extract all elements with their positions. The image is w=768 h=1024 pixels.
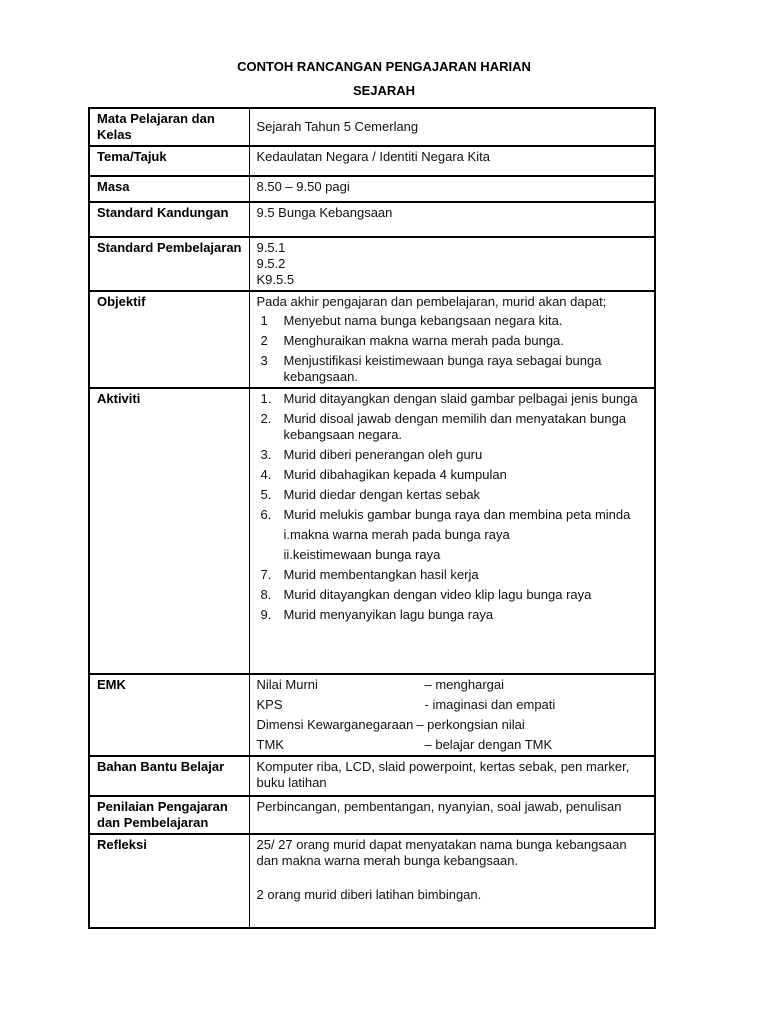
row-standard-kandungan <box>89 202 655 237</box>
item-number: 6. <box>260 507 272 522</box>
aktiviti-item <box>257 447 649 463</box>
emk-element: KPS <box>256 697 283 712</box>
value-aktiviti <box>249 388 655 674</box>
item-text: Menjustifikasi keistimewaan bunga raya sebagai bunga kebangsaan. <box>283 353 602 384</box>
standard-code: 9.5.1 <box>256 240 286 255</box>
label-standard-kandungan: Standard Kandungan <box>89 202 249 237</box>
item-number: 3 <box>260 353 268 368</box>
label-aktiviti: Aktiviti <box>89 388 249 674</box>
label-standard-pembelajaran: Standard Pembelajaran <box>89 237 249 291</box>
item-text: Murid disoal jawab dengan memilih dan menyatakan bunga kebangsaan negara. <box>283 411 627 442</box>
item-text: Murid diedar dengan kertas sebak <box>283 487 481 502</box>
aktiviti-sub-item: i.makna warna merah pada bunga raya <box>283 527 510 542</box>
aktiviti-item <box>257 467 649 483</box>
label-mata-pelajaran: Mata Pelajaran dan Kelas <box>89 108 249 146</box>
item-number: 8. <box>260 587 272 602</box>
item-text: Murid diberi penerangan oleh guru <box>283 447 483 462</box>
emk-line <box>257 677 649 693</box>
label-penilaian: Penilaian Pengajaran dan Pembelajaran <box>89 796 249 834</box>
standard-code: 9.5.2 <box>256 256 286 271</box>
objektif-item <box>257 353 649 385</box>
aktiviti-list-continued <box>257 567 649 623</box>
label-emk: EMK <box>89 674 249 756</box>
label-objektif: Objektif <box>89 291 249 388</box>
value-standard-kandungan: 9.5 Bunga Kebangsaan <box>249 202 655 237</box>
emk-element: TMK <box>256 737 284 752</box>
emk-element: Nilai Murni <box>256 677 318 692</box>
item-text: Murid melukis gambar bunga raya dan membina peta minda <box>283 507 631 522</box>
aktiviti-item <box>257 587 649 603</box>
objektif-item <box>257 313 649 329</box>
label-bahan: Bahan Bantu Belajar <box>89 756 249 796</box>
emk-line <box>257 697 649 713</box>
value-refleksi <box>249 834 655 928</box>
refleksi-paragraph: 25/ 27 orang murid dapat menyatakan nama bunga kebangsaan dan makna warna merah bunga kebangsaan. <box>256 837 627 868</box>
lesson-plan-table <box>88 107 656 929</box>
emk-description: - imaginasi dan empati <box>424 697 556 712</box>
item-number: 5. <box>260 487 272 502</box>
aktiviti-item <box>257 411 649 443</box>
aktiviti-item <box>257 487 649 503</box>
value-penilaian: Perbincangan, pembentangan, nyanyian, soal jawab, penulisan <box>249 796 655 834</box>
aktiviti-list <box>257 391 649 523</box>
emk-element: Dimensi Kewarganegaraan <box>256 717 414 732</box>
row-tema <box>89 146 655 176</box>
row-objektif <box>89 291 655 388</box>
item-text: Menyebut nama bunga kebangsaan negara kita. <box>283 313 563 328</box>
objektif-list <box>257 313 649 385</box>
value-emk <box>249 674 655 756</box>
aktiviti-item <box>257 507 649 523</box>
item-number: 7. <box>260 567 272 582</box>
item-text: Murid ditayangkan dengan video klip lagu bunga raya <box>283 587 592 602</box>
row-emk <box>89 674 655 756</box>
item-number: 2. <box>260 411 272 426</box>
emk-description: – menghargai <box>424 677 504 692</box>
aktiviti-item <box>257 567 649 583</box>
value-mata-pelajaran: Sejarah Tahun 5 Cemerlang <box>249 108 655 146</box>
aktiviti-sub-item: ii.keistimewaan bunga raya <box>283 547 441 562</box>
item-text: Murid menyanyikan lagu bunga raya <box>283 607 494 622</box>
emk-line <box>257 717 649 733</box>
emk-line <box>257 737 649 753</box>
value-standard-pembelajaran <box>249 237 655 291</box>
value-bahan: Komputer riba, LCD, slaid powerpoint, kertas sebak, pen marker, buku latihan <box>249 756 655 796</box>
objektif-item <box>257 333 649 349</box>
row-masa <box>89 176 655 202</box>
subject-title: SEJARAH <box>352 83 416 98</box>
objektif-intro: Pada akhir pengajaran dan pembelajaran, murid akan dapat; <box>256 294 607 309</box>
item-number: 3. <box>260 447 272 462</box>
row-penilaian <box>89 796 655 834</box>
label-tema: Tema/Tajuk <box>89 146 249 176</box>
standard-code: K9.5.5 <box>256 272 295 287</box>
label-refleksi: Refleksi <box>89 834 249 928</box>
value-objektif <box>249 291 655 388</box>
item-text: Murid membentangkan hasil kerja <box>283 567 479 582</box>
label-masa: Masa <box>89 176 249 202</box>
aktiviti-item <box>257 391 649 407</box>
item-number: 4. <box>260 467 272 482</box>
item-number: 9. <box>260 607 272 622</box>
item-number: 1. <box>260 391 272 406</box>
document-title: CONTOH RANCANGAN PENGAJARAN HARIAN <box>237 59 531 74</box>
row-aktiviti <box>89 388 655 674</box>
item-number: 1 <box>260 313 268 328</box>
item-number: 2 <box>260 333 268 348</box>
row-bahan-bantu-belajar <box>89 756 655 796</box>
value-tema: Kedaulatan Negara / Identiti Negara Kita <box>249 146 655 176</box>
value-masa: 8.50 – 9.50 pagi <box>249 176 655 202</box>
row-standard-pembelajaran <box>89 237 655 291</box>
aktiviti-item <box>257 607 649 623</box>
emk-description: – perkongsian nilai <box>416 717 525 732</box>
item-text: Menghuraikan makna warna merah pada bunga. <box>283 333 564 348</box>
item-text: Murid ditayangkan dengan slaid gambar pelbagai jenis bunga <box>283 391 638 406</box>
row-refleksi <box>89 834 655 928</box>
row-mata-pelajaran <box>89 108 655 146</box>
emk-description: – belajar dengan TMK <box>424 737 553 752</box>
item-text: Murid dibahagikan kepada 4 kumpulan <box>283 467 507 482</box>
refleksi-paragraph: 2 orang murid diberi latihan bimbingan. <box>256 887 482 902</box>
